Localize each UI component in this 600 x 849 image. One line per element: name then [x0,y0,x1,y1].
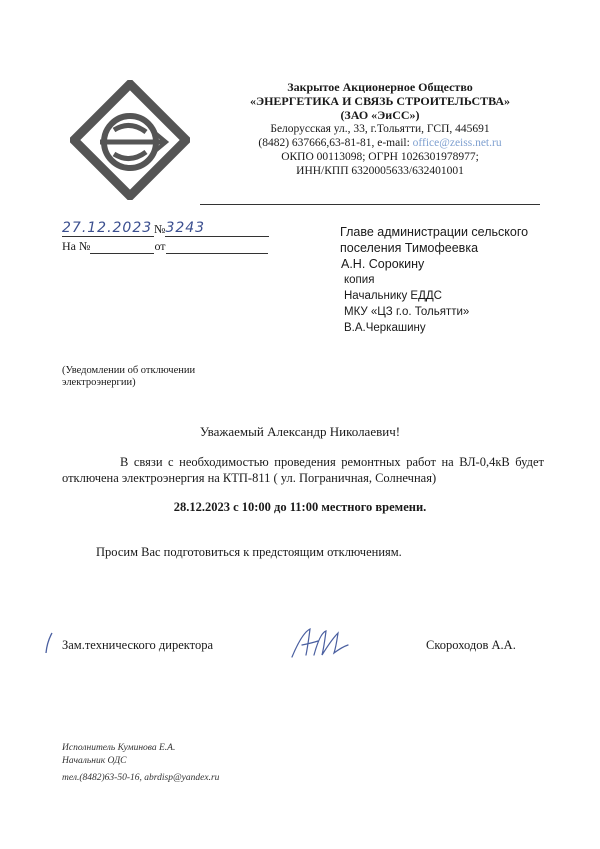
org-name: «ЭНЕРГЕТИКА И СВЯЗЬ СТРОИТЕЛЬСТВА» [249,94,511,108]
reference-number-line [90,241,154,254]
request-text: Просим Вас подготовиться к предстоящим отключениям. [96,545,402,559]
registration-number: 3243 [165,220,269,237]
addressee-line: МКУ «ЦЗ г.о. Тольятти» [344,306,470,318]
reference-date-line [166,241,268,254]
margin-mark [44,632,54,654]
header-divider [200,204,540,205]
addressee-line: поселения Тимофеевка [340,241,479,255]
org-inn: ИНН/КПП 6320005633/632401001 [296,165,464,177]
reference-label: На № [62,239,91,253]
handwritten-signature [288,625,352,661]
org-address: Белорусская ул., 33, г.Тольятти, ГСП, 445691 [270,123,490,135]
org-okpo: ОКПО 00113098; ОГРН 1026301978977; [281,151,479,163]
outage-time: 28.12.2023 с 10:00 до 11:00 местного времени. [173,500,427,514]
executor-title: Начальник ОДС [62,756,127,766]
org-contacts [190,136,570,150]
executor-name: Исполнитель Куминова Е.А. [62,743,176,753]
addressee-line: А.Н. Сорокину [341,257,425,271]
signatory-position: Зам.технического директора [62,638,213,652]
signatory-name: Скороходов А.А. [426,638,516,652]
registration-block [62,220,269,254]
addressee-line: Начальнику ЕДДС [344,290,442,302]
number-label: № [154,222,166,236]
addressee-line: копия [344,274,375,286]
org-phone: (8482) 637666,63-81-81, e-mail: [258,137,413,149]
org-type: Закрытое Акционерное Общество [287,80,473,94]
org-email-link[interactable]: office@zeiss.net.ru [412,137,502,149]
letter-subject: (Уведомлении об отключении электроэнергии) [62,365,196,388]
registration-number-row [62,220,269,237]
org-short-name: (ЗАО «ЭиСС») [340,108,420,122]
addressee-line: В.А.Черкашину [344,322,426,334]
registration-date: 27.12.2023 [62,220,153,236]
greeting: Уважаемый Александр Николаевич! [199,424,401,439]
executor-footer [62,742,219,785]
from-label: от [154,239,166,253]
letter-body: В связи с необходимостью проведения ремонтных работ на ВЛ-0,4кВ будет отключена электроэнергия на КТП-811 ( ул. Пограничная, Солнечная) [62,455,544,485]
reference-row [62,239,269,254]
addressee-line: Главе администрации сельского [340,225,529,239]
executor-contact: тел.(8482)63-50-16, abrdisp@yandex.ru [62,773,220,783]
company-logo [70,80,190,200]
organization-header [190,80,570,178]
addressee-block [340,224,528,336]
